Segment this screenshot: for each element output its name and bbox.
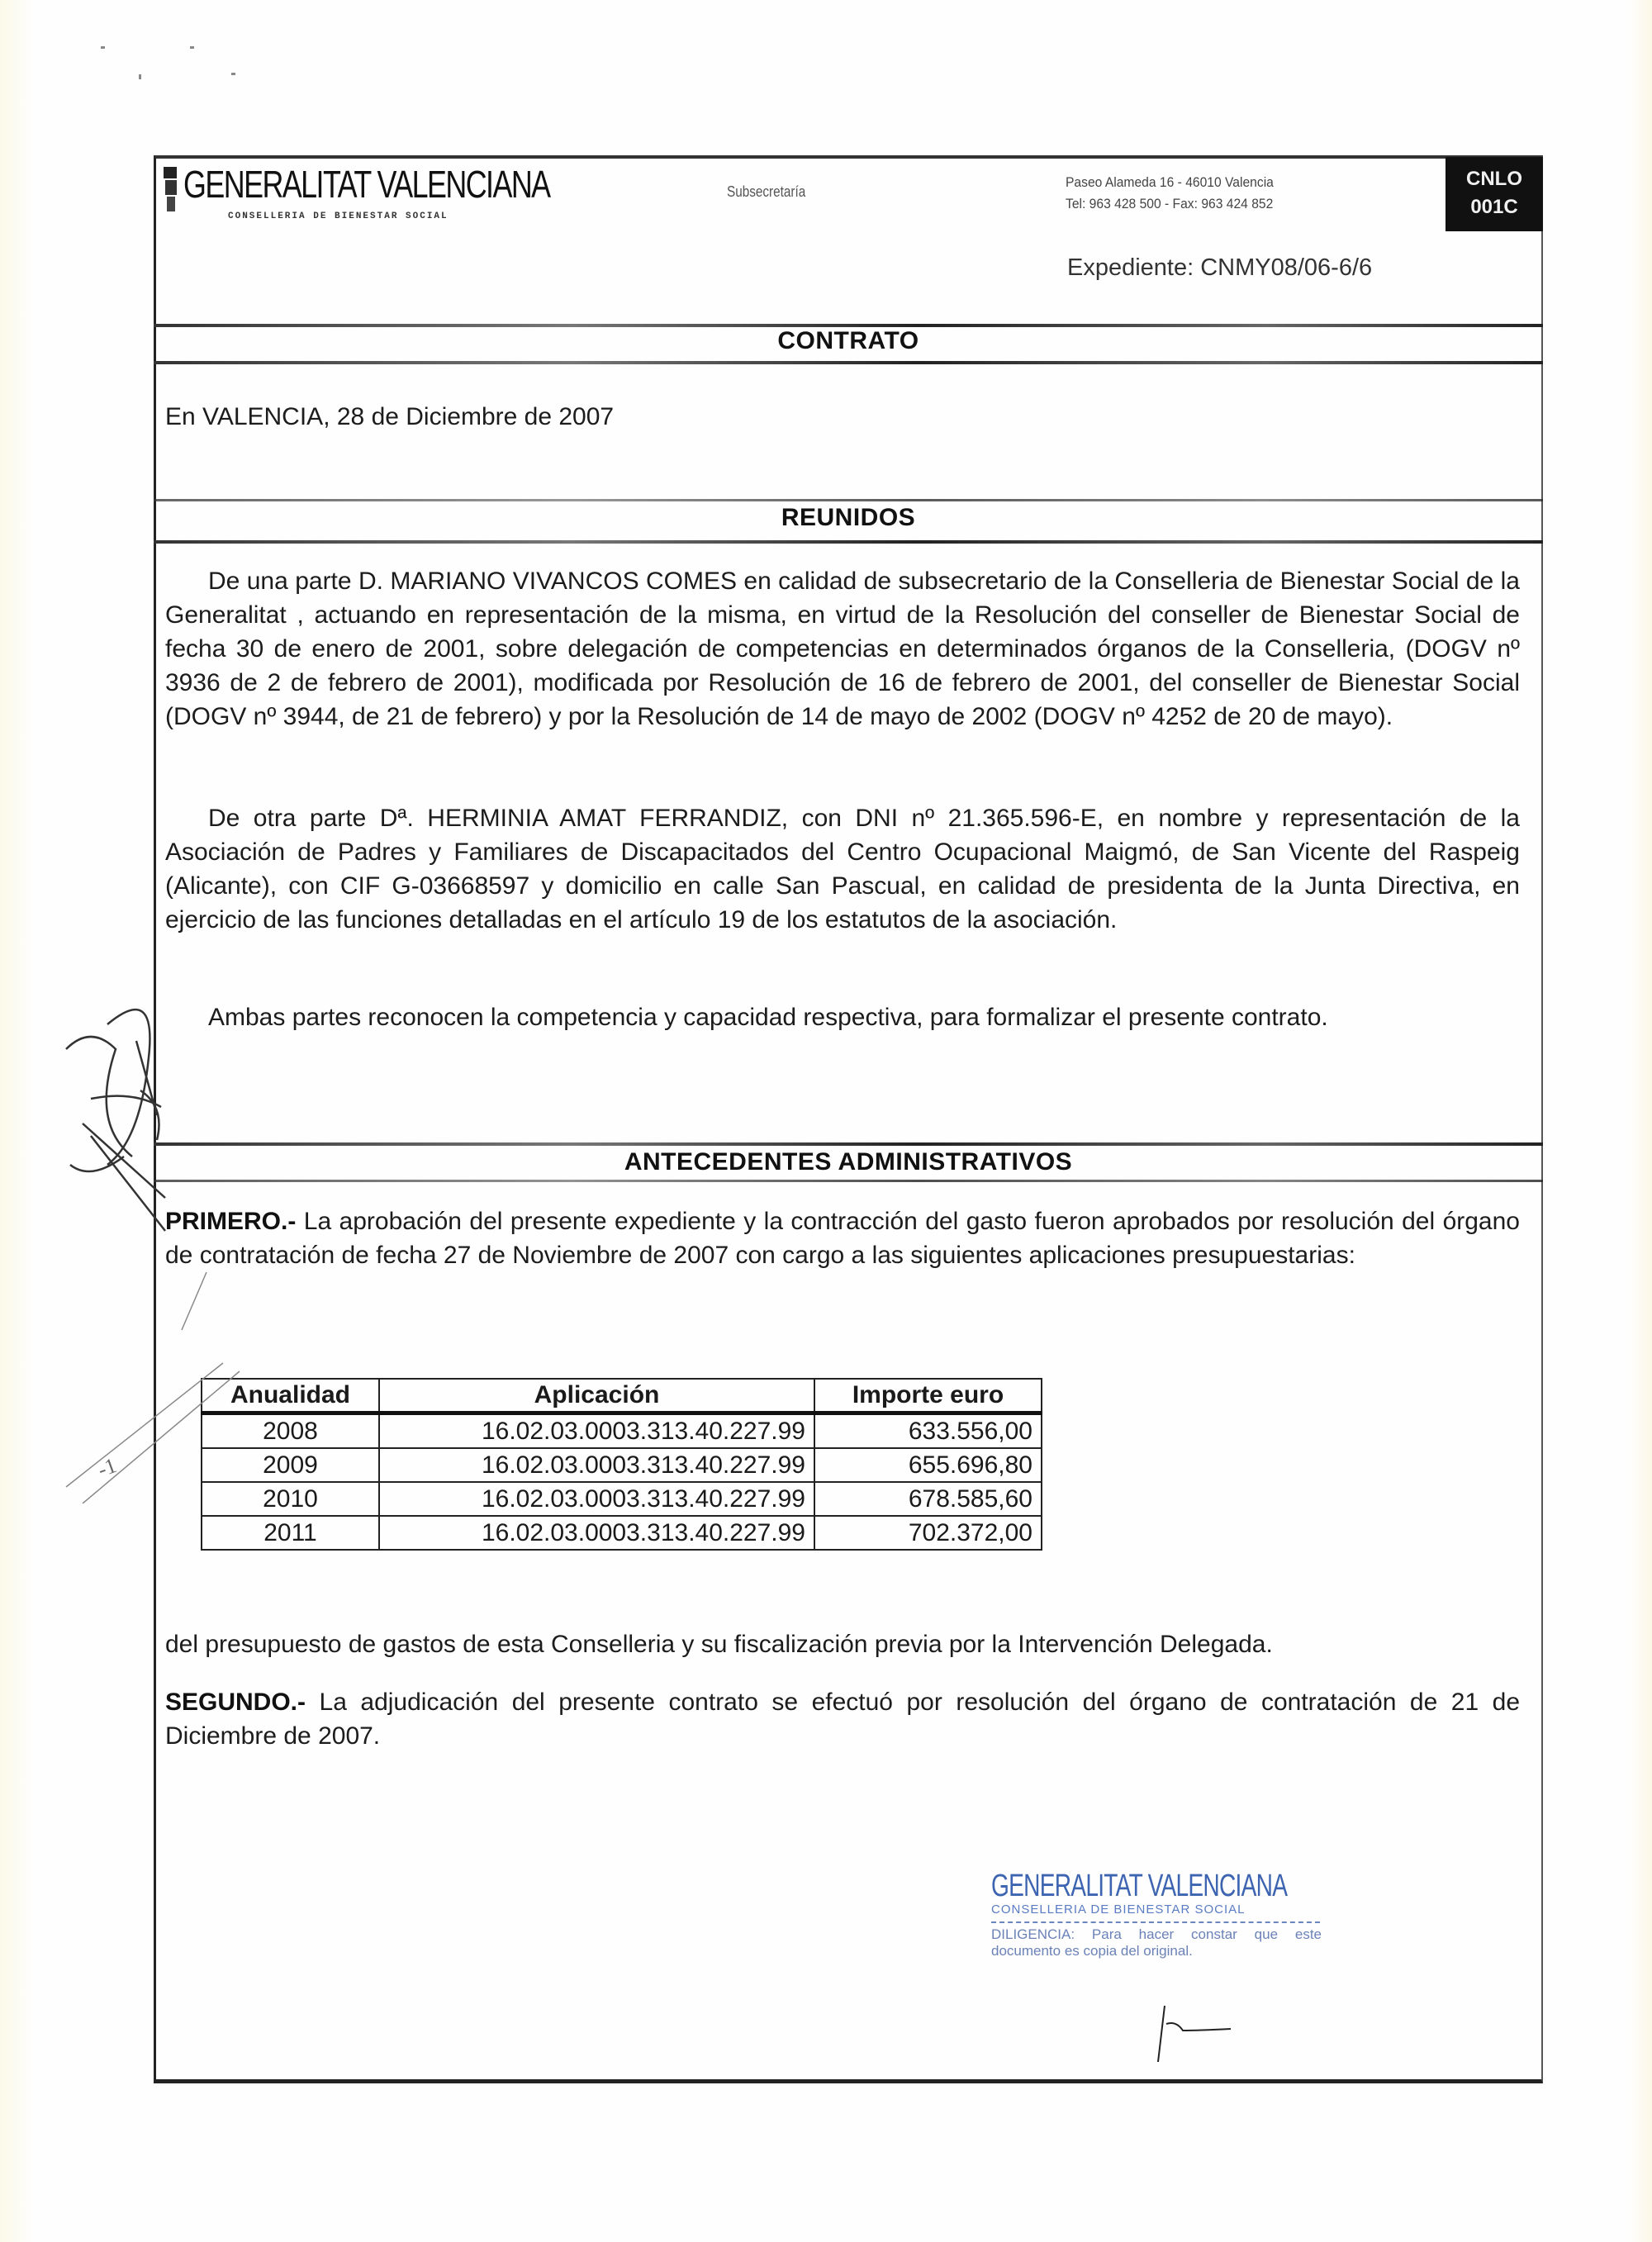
application-cell: 16.02.03.0003.313.40.227.99 <box>379 1413 814 1449</box>
application-cell: 16.02.03.0003.313.40.227.99 <box>379 1516 814 1550</box>
divider <box>154 540 1543 544</box>
paragraph-party-two: De otra parte Dª. HERMINIA AMAT FERRANDIZ, con DNI nº 21.365.596-E, en nombre y representación de la Asociación de Padres y Familiares de Discapacitados del Centro Ocupacional Maigmó, de San Vicente del Raspeig (Alicante), con CIF G-03668597 y domicilio en calle San Pascual, en calidad de presidenta de la Junta Directiva, en ejercicio de las funciones detalladas en el artículo 19 de los estatutos de la asociación. <box>165 805 1520 933</box>
certification-stamp <box>991 1869 1334 1959</box>
divider <box>154 1142 1543 1146</box>
section-title-antecedentes: ANTECEDENTES ADMINISTRATIVOS <box>624 1148 1073 1176</box>
margin-signature-icon <box>58 991 173 1239</box>
divider <box>154 499 1543 501</box>
amount-cell: 678.585,60 <box>814 1482 1042 1516</box>
place-date: En VALENCIA, 28 de Diciembre de 2007 <box>165 403 615 430</box>
org-name: GENERALITAT VALENCIANA <box>183 163 550 206</box>
amount-cell: 655.696,80 <box>814 1448 1042 1482</box>
column-header: Importe euro <box>814 1379 1042 1413</box>
table-row <box>202 1413 1042 1449</box>
table-row <box>202 1482 1042 1516</box>
application-cell: 16.02.03.0003.313.40.227.99 <box>379 1448 814 1482</box>
amount-cell: 702.372,00 <box>814 1516 1042 1550</box>
document-frame <box>154 155 1543 2083</box>
primero-label: PRIMERO.- <box>165 1208 297 1235</box>
year-cell: 2010 <box>202 1482 379 1516</box>
segundo-label: SEGUNDO.- <box>165 1689 306 1716</box>
year-cell: 2008 <box>202 1413 379 1449</box>
stamp-text: DILIGENCIA: Para hacer constar que este documento es copia del original. <box>991 1926 1322 1959</box>
margin-pencil-strokes-icon <box>58 1239 248 1503</box>
scan-specks <box>91 41 256 91</box>
code-line-1: CNLO <box>1466 168 1522 190</box>
unit-label: Subsecretaría <box>727 183 806 200</box>
table-header-row <box>202 1379 1042 1413</box>
paragraph-after-table: del presupuesto de gastos de esta Conselleria y su fiscalización previa por la Intervención Delegada. <box>165 1631 1273 1658</box>
stamp-signature-icon <box>1148 1999 1280 2065</box>
section-title-reunidos: REUNIDOS <box>781 504 916 531</box>
amount-cell: 633.556,00 <box>814 1413 1042 1449</box>
contact-address <box>1066 172 1274 215</box>
paragraph-agreement: Ambas partes reconocen la competencia y capacidad respectiva, para formalizar el presente contrato. <box>208 1004 1328 1031</box>
column-header: Anualidad <box>202 1379 379 1413</box>
document-code-badge <box>1446 157 1543 231</box>
paragraph-primero: PRIMERO.- La aprobación del presente expediente y la contracción del gasto fueron aprobados por resolución del órgano de contratación de fecha 27 de Noviembre de 2007 con cargo a las siguientes aplicaciones presupuestarias: <box>165 1208 1520 1269</box>
margin-note: -1 <box>94 1453 120 1482</box>
document-title: CONTRATO <box>777 327 919 354</box>
budget-table <box>201 1378 1042 1551</box>
expediente-number: Expediente: CNMY08/06-6/6 <box>1067 254 1373 281</box>
address-line: Paseo Alameda 16 - 46010 Valencia <box>1066 174 1274 190</box>
year-cell: 2009 <box>202 1448 379 1482</box>
phone-fax-line: Tel: 963 428 500 - Fax: 963 424 852 <box>1066 196 1274 211</box>
application-cell: 16.02.03.0003.313.40.227.99 <box>379 1482 814 1516</box>
divider <box>154 1180 1543 1182</box>
stamp-department: CONSELLERIA DE BIENESTAR SOCIAL <box>991 1902 1246 1917</box>
stamp-org-name: GENERALITAT VALENCIANA <box>991 1869 1288 1903</box>
org-department: CONSELLERIA DE BIENESTAR SOCIAL <box>228 211 449 221</box>
table-row <box>202 1516 1042 1550</box>
divider <box>154 361 1543 364</box>
year-cell: 2011 <box>202 1516 379 1550</box>
code-line-2: 001C <box>1470 196 1518 218</box>
coat-of-arms-icon <box>162 167 180 213</box>
scan-edge-right <box>1629 0 1652 2242</box>
paragraph-party-one: De una parte D. MARIANO VIVANCOS COMES en calidad de subsecretario de la Conselleria de Bienestar Social de la Generalitat , actuando en representación de la misma, en virtud de la Resolución del conseller de Bienestar Social de fecha 30 de enero de 2001, sobre delegación de competencias en determinados órganos de la Conselleria, (DOGV nº 3936 de 2 de febrero de 2001), modificada por Resolución de 16 de febrero de 2001, del conseller de Bienestar Social (DOGV nº 3944, de 21 de febrero) y por la Resolución de 14 de mayo de 2002 (DOGV nº 4252 de 20 de mayo). <box>165 568 1520 730</box>
stamp-divider <box>991 1921 1320 1923</box>
table-row <box>202 1448 1042 1482</box>
scan-edge-left <box>0 0 35 2242</box>
paragraph-segundo: SEGUNDO.- La adjudicación del presente contrato se efectuó por resolución del órgano de contratación de 21 de Diciembre de 2007. <box>165 1689 1520 1750</box>
column-header: Aplicación <box>379 1379 814 1413</box>
